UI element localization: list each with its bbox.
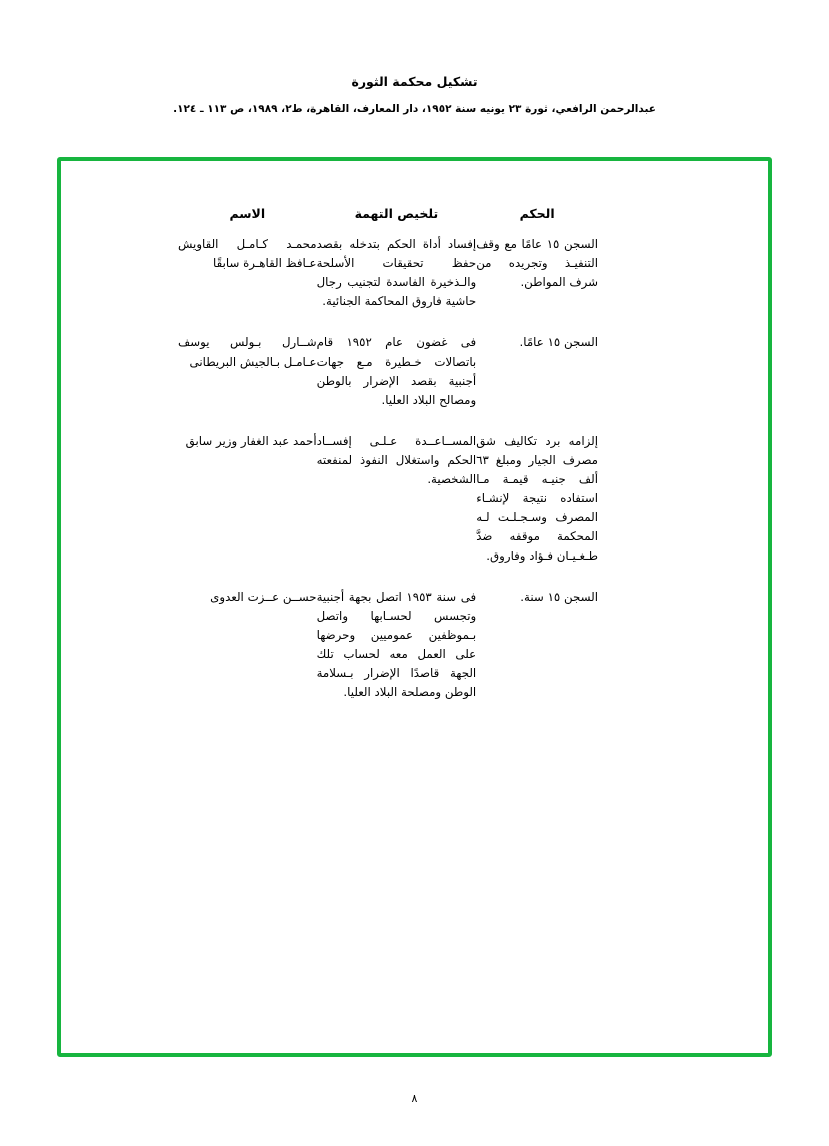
source-citation: عبدالرحمن الرافعي، ثورة ٢٣ يونيه سنة ١٩٥٢، دار المعارف، القاهرة، ط٢، ١٩٨٩، ص ١١٣ ـ ١٢٤. [173, 103, 656, 115]
table-row [178, 588, 598, 725]
cell-charge: المســاعــدة عـلـى إفســاد الحكم واستغلال النفوذ لمنفعته الشخصية. [316, 433, 477, 487]
verdicts-table [178, 206, 598, 724]
page-title: تشكيل محكمة الثورة [351, 74, 478, 89]
cell-name: شــارل بـولس يوسف عـامـل بـالجيش البريطانى [178, 335, 317, 369]
content-frame [57, 157, 772, 1057]
table-header-row [178, 206, 598, 235]
cell-name: محمـد كـامـل القاويش عـافظ القاهـرة سابقًا [178, 237, 317, 271]
table-row [178, 432, 598, 588]
cell-charge: فى غضون عام ١٩٥٢ قام باتصالات خـطيرة مـع جهات أجنبية بقصد الإضرار بالوطن ومصالح البلاد العليا. [316, 335, 477, 407]
cell-name: حســن عــزت العدوى [210, 589, 317, 604]
table-row [178, 235, 598, 333]
cell-name: أحمد عبد الغفار وزير سابق [185, 433, 317, 448]
cell-charge: إفساد أداة الحكم بتدخله بقصد حفظ تحقيقات الأسلحة والـذخيرة الفاسدة لتجنيب رجال حاشية فاروق المحاكمة الجنائية. [316, 237, 477, 309]
cell-charge: فى سنة ١٩٥٣ اتصل بجهة أجنبية وتجسس لحسـابها واتصل بـموظفين عموميين وحرضها على العمل معه لحساب تلك الجهة قاصدًا الإضرار بـسلامة الوطن ومصلحة البلاد العليا. [316, 589, 477, 700]
cell-verdict: السجن ١٥ عامًا. [519, 335, 598, 350]
column-header-name: الاسم [229, 206, 266, 221]
table-row [178, 333, 598, 431]
cell-verdict: السجن ١٥ سنة. [520, 589, 598, 604]
page-number: ٨ [411, 1092, 418, 1105]
column-header-charge: تلخيص التهمة [354, 206, 439, 221]
verdicts-table-container [178, 206, 598, 724]
cell-verdict: السجن ١٥ عامًا مع وقف التنفيـذ وتجريده من شرف المواطن. [476, 237, 598, 290]
column-header-verdict: الحكم [519, 206, 555, 221]
cell-verdict: إلزامه برد تكاليف شق مصرف الجيار ومبلغ ٦٣ ألف جنيـه قيمـة مـا استفاده نتيجة لإنشـاء المصرف وسـجـلـت لـه المحكمة موقفه ضدَّ طـغـيـان فـؤاد وفاروق. [476, 433, 598, 563]
